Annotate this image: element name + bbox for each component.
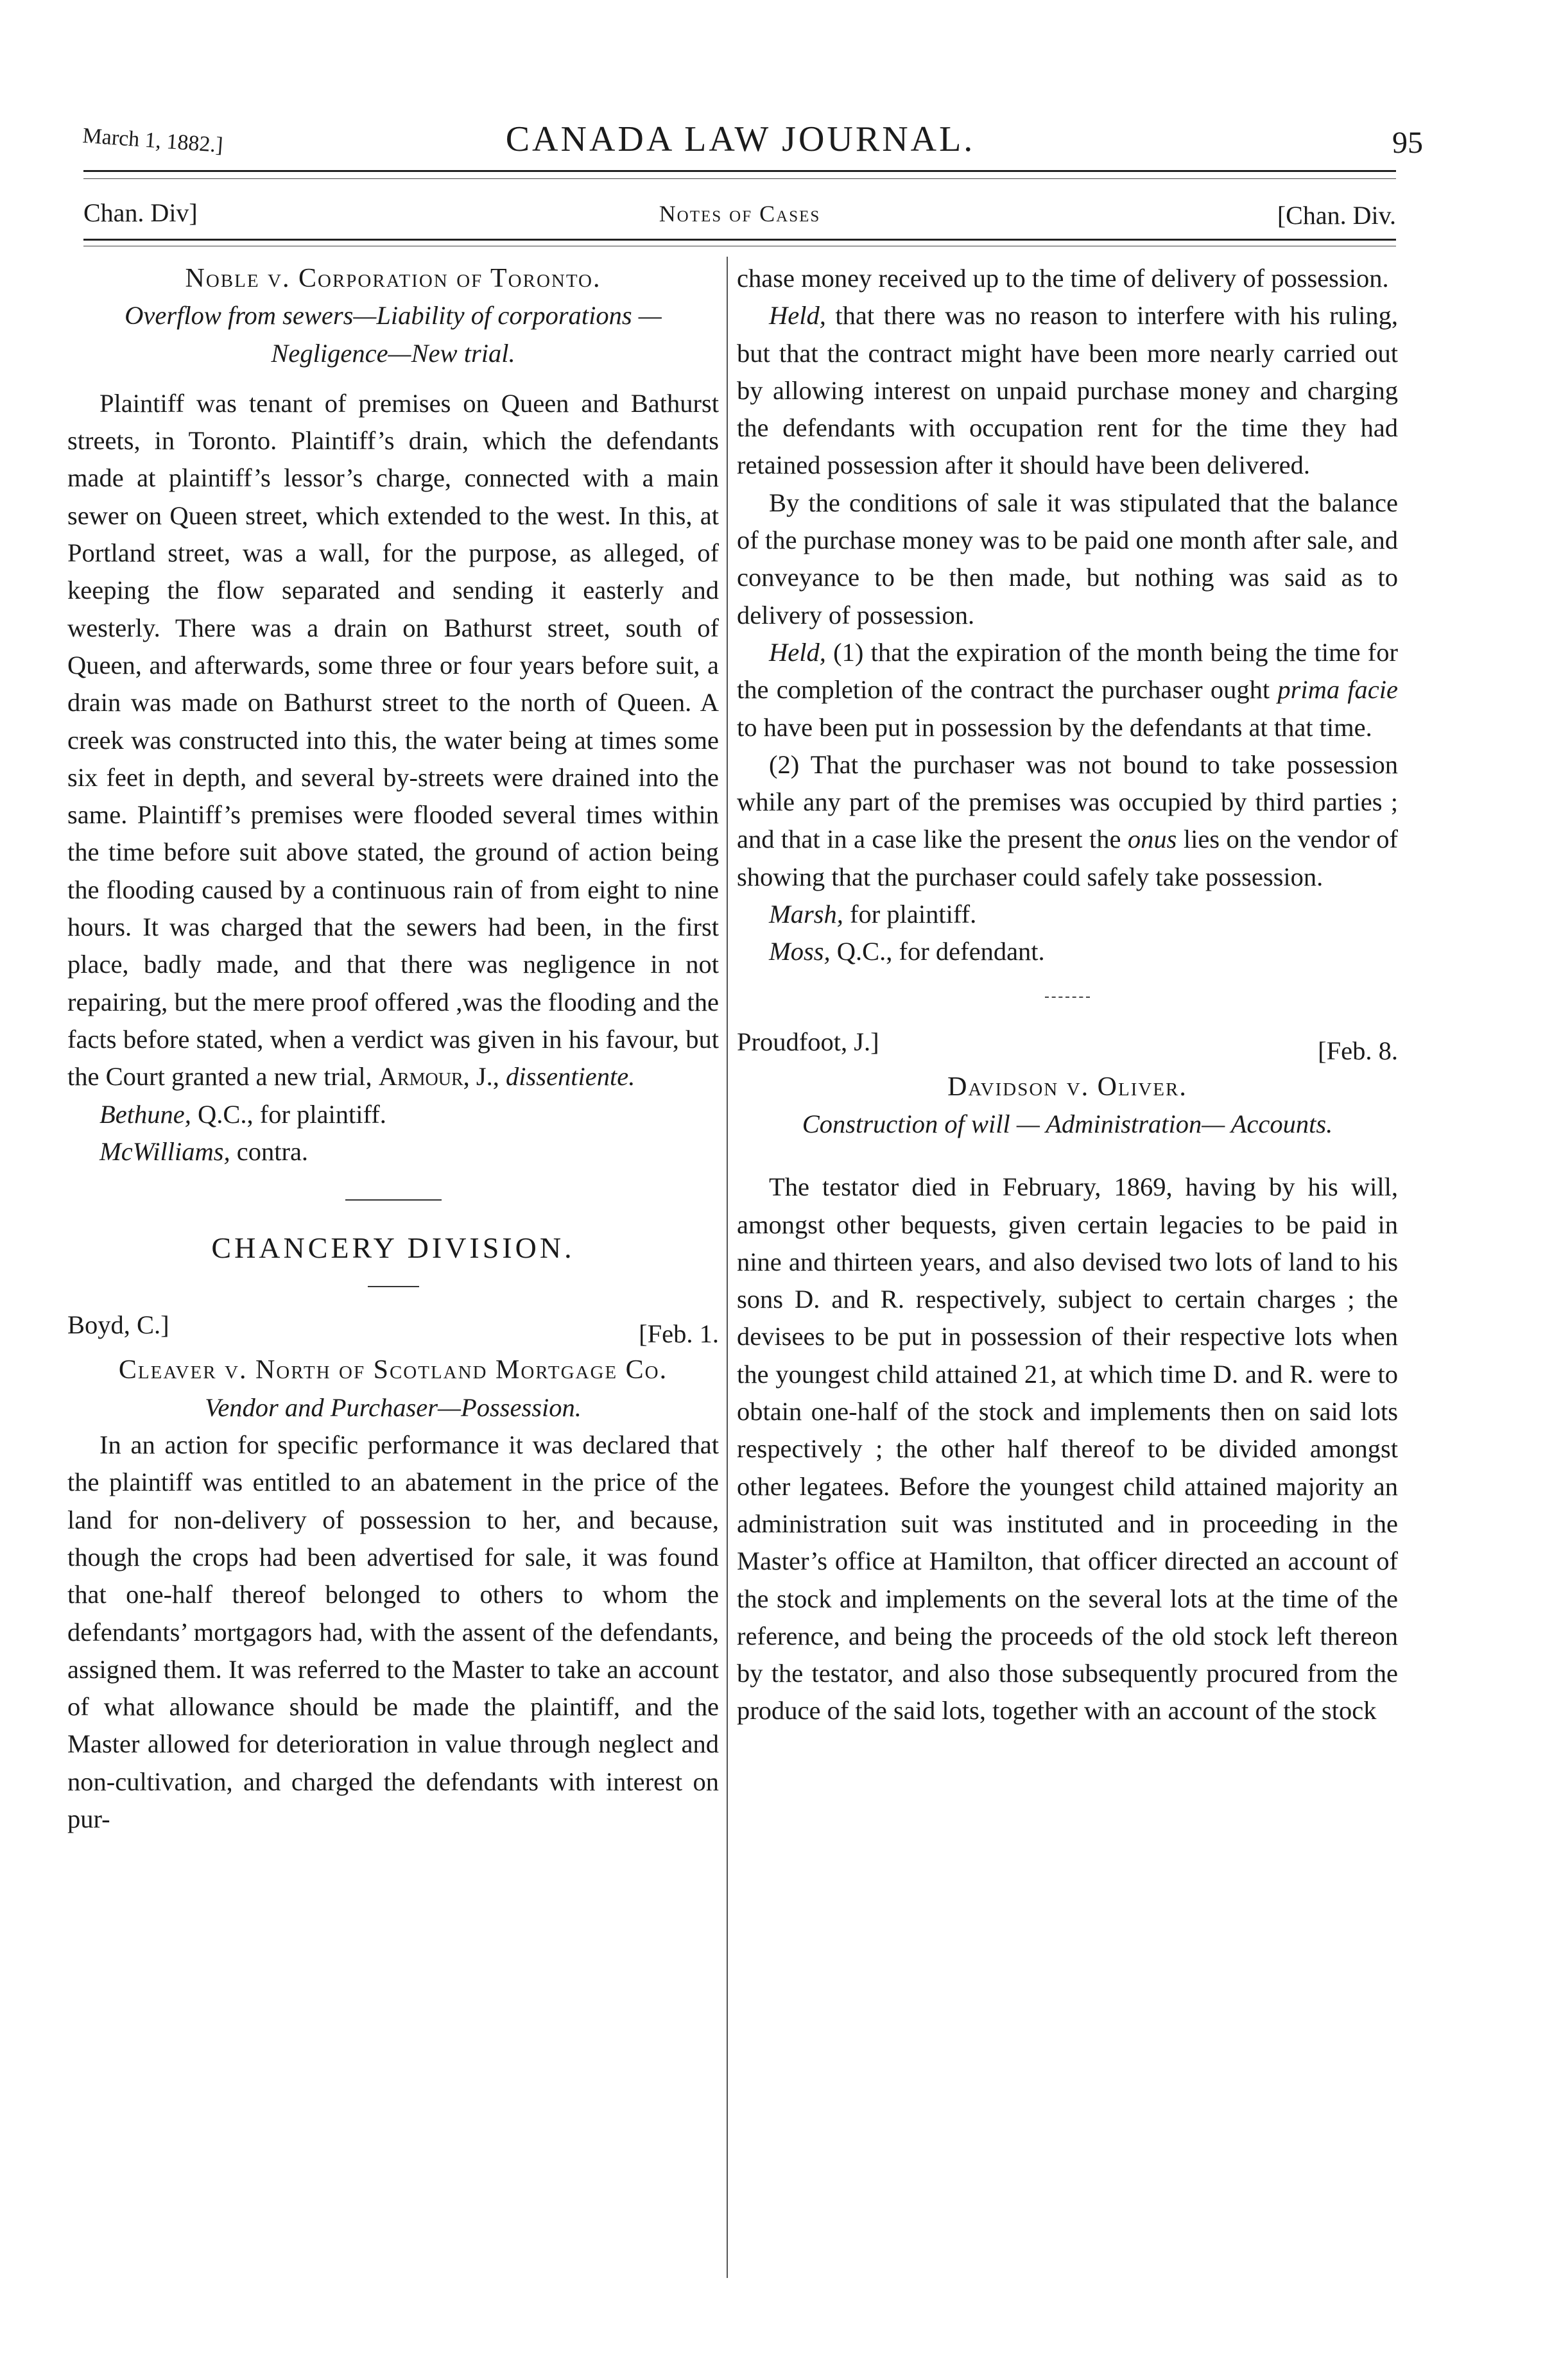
- held-paragraph-3: [737, 746, 1398, 896]
- held-text-2a: (1) that the expiration of the month being the time for the completion of the contract the purchaser ought: [737, 637, 1399, 705]
- counsel-line-moss: [737, 933, 1398, 970]
- held-text-3b: lies on the vendor of showing that the purchaser could safely take possession.: [737, 825, 1399, 891]
- held-paragraph-1: [737, 297, 1398, 484]
- judge-armour: Armour, J.,: [378, 1062, 499, 1092]
- case-topic-noble: Overflow from sewers—Liability of corporations —Negligence—New trial.: [125, 301, 662, 368]
- case-body-davidson: The testator died in February, 1869, having by his will, amongst other bequests, given certain legacies to be paid in nine and thirteen years, and also devised two lots of land to his sons D. and R. respectively, subject to certain charges ; the devisees to be put in possession of their respective lots when the youngest child attained 21, at which time D. and R. were to obtain one-half of the stock and implements then on said lots respectively ; the other half thereof to be divided amongst other legatees. Before the youngest child attained majority an administration suit was instituted and in proceeding in the Master’s office at Hamilton, that officer directed an account of the stock and implements on the several lots at the time of the reference, and being the proceeds of the old stock left thereon by the testator, and also those subsequently procured from the produce of the said lots, together with an account of the stock: [737, 1172, 1398, 1725]
- held-text-2b: to have been put in possession by the defendants at that time.: [737, 712, 1372, 742]
- running-header: [82, 112, 1423, 164]
- header-rule: [83, 170, 1396, 172]
- case-title-cleaver: Cleaver v. North of Scotland Mortgage Co.: [118, 1355, 668, 1385]
- separator-rule: [345, 1199, 442, 1201]
- counsel-moss-role: Q.C., for defendant.: [836, 937, 1045, 966]
- section-rule: [83, 239, 1396, 241]
- case-body-cleaver: In an action for specific performance it was declared that the plaintiff was entitled to an abatement in the price of the land for non-delivery of possession to her, and because, though the crops had been advertised for sale, it was found that one-half thereof belonged to others to whom the defendants’ mortgagors had, with the assent of the defendants, assigned them. It was referred to the Master to take an account of what allowance should be made the plaintiff, and the Master allowed for deterioration in value through neglect and non-cultivation, and charged the defendants with interest on pur-: [67, 1430, 719, 1833]
- prima-facie: prima facie: [1277, 675, 1399, 705]
- page-number: 95: [1392, 126, 1423, 160]
- counsel-bethune: Bethune,: [99, 1099, 191, 1129]
- held-text-3a: (2) That the purchaser was not bound to take possession while any part of the premises was occupied by third parties ; and that in a case like the present the: [737, 749, 1398, 854]
- counsel-mcwilliams: McWilliams,: [99, 1136, 230, 1166]
- counsel-moss: Moss,: [769, 937, 831, 966]
- held-label-1: Held,: [769, 301, 826, 330]
- journal-title: CANADA LAW JOURNAL.: [505, 119, 976, 159]
- case-topic-cleaver: Vendor and Purchaser—Possession.: [205, 1392, 582, 1422]
- division-heading: CHANCERY DIVISION.: [211, 1231, 575, 1265]
- counsel-mcwilliams-role: contra.: [236, 1136, 309, 1166]
- date-feb-1: [Feb. 1.: [639, 1319, 719, 1349]
- division-tag-left: Chan. Div]: [83, 198, 198, 227]
- case-title-davidson: Davidson v. Oliver.: [947, 1072, 1187, 1102]
- counsel-bethune-role: Q.C., for plaintiff.: [197, 1099, 386, 1129]
- left-column: [67, 260, 719, 1838]
- dissentiente: dissentiente.: [506, 1062, 635, 1092]
- issue-date: March 1, 1882.]: [82, 124, 224, 158]
- separator-dash: [1045, 997, 1090, 998]
- counsel-line-mcwilliams: [67, 1133, 719, 1170]
- counsel-line-marsh: [737, 896, 1398, 933]
- header-rule-thin: [83, 178, 1396, 179]
- case-body-noble-text: Plaintiff was tenant of premises on Queen and Bathurst streets, in Toronto. Plaintiff’s drain, which the defendants made at plaintiff’s lessor’s charge, connected with a main sewer on Queen street, which extended to the west. In this, at Portland street, was a wall, for the purpose, as alleged, of keeping the flow separated and sending it easterly and westerly. There was a drain on Bathurst street, south of Queen, and afterwards, some three or four years before suit, a drain was made on Bathurst street to the north of Queen. A creek was constructed into this, the water being at times some six feet in depth, and several by-streets were drained into the same. Plaintiff’s premises were flooded several times within the time before suit above stated, the ground of action being the flooding caused by a continuous rain of from eight to nine hours. It was charged that the sewers had been, in the first place, badly made, and that there was negligence in not repairing, but the mere proof offered ,was the flooding and the facts before stated, when a verdict was given in his favour, but the Court granted a new trial,: [67, 388, 719, 1092]
- case-topic-davidson: Construction of will — Administration— Accounts.: [802, 1109, 1333, 1138]
- judge-boyd: Boyd, C.]: [67, 1310, 169, 1340]
- case-title-noble: Noble v. Corporation of Toronto.: [185, 264, 601, 293]
- column-divider: [727, 257, 728, 2278]
- judge-line-boyd: [67, 1306, 719, 1351]
- date-feb-8: [Feb. 8.: [1318, 1036, 1398, 1065]
- counsel-line-bethune: [67, 1096, 719, 1133]
- counsel-marsh: Marsh,: [769, 900, 843, 929]
- onus: onus: [1127, 825, 1177, 854]
- judge-line-proudfoot: [737, 1023, 1398, 1068]
- separator-rule-short: [368, 1286, 419, 1287]
- section-title: Notes of Cases: [659, 201, 821, 227]
- judge-proudfoot: Proudfoot, J.]: [737, 1027, 879, 1056]
- counsel-marsh-role: for plaintiff.: [850, 900, 977, 929]
- right-column: [737, 260, 1398, 1730]
- held-text-1: that there was no reason to interfere with his ruling, but that the contract might have been more nearly carried out by allowing interest on unpaid purchase money and charging the defendants with occupation rent for the time they had retained possession after it should have been delivered.: [737, 301, 1399, 480]
- division-tag-right: [Chan. Div.: [1277, 201, 1396, 230]
- case-body-noble: [67, 385, 719, 1096]
- conditions-paragraph: By the conditions of sale it was stipulated that the balance of the purchase money was to be paid one month after sale, and conveyance to be then made, but nothing was said as to delivery of possession.: [737, 488, 1398, 629]
- held-paragraph-2: [737, 634, 1398, 746]
- held-label-2: Held,: [769, 637, 826, 667]
- section-header: [83, 193, 1396, 231]
- continued-body: chase money received up to the time of delivery of possession.: [737, 264, 1389, 293]
